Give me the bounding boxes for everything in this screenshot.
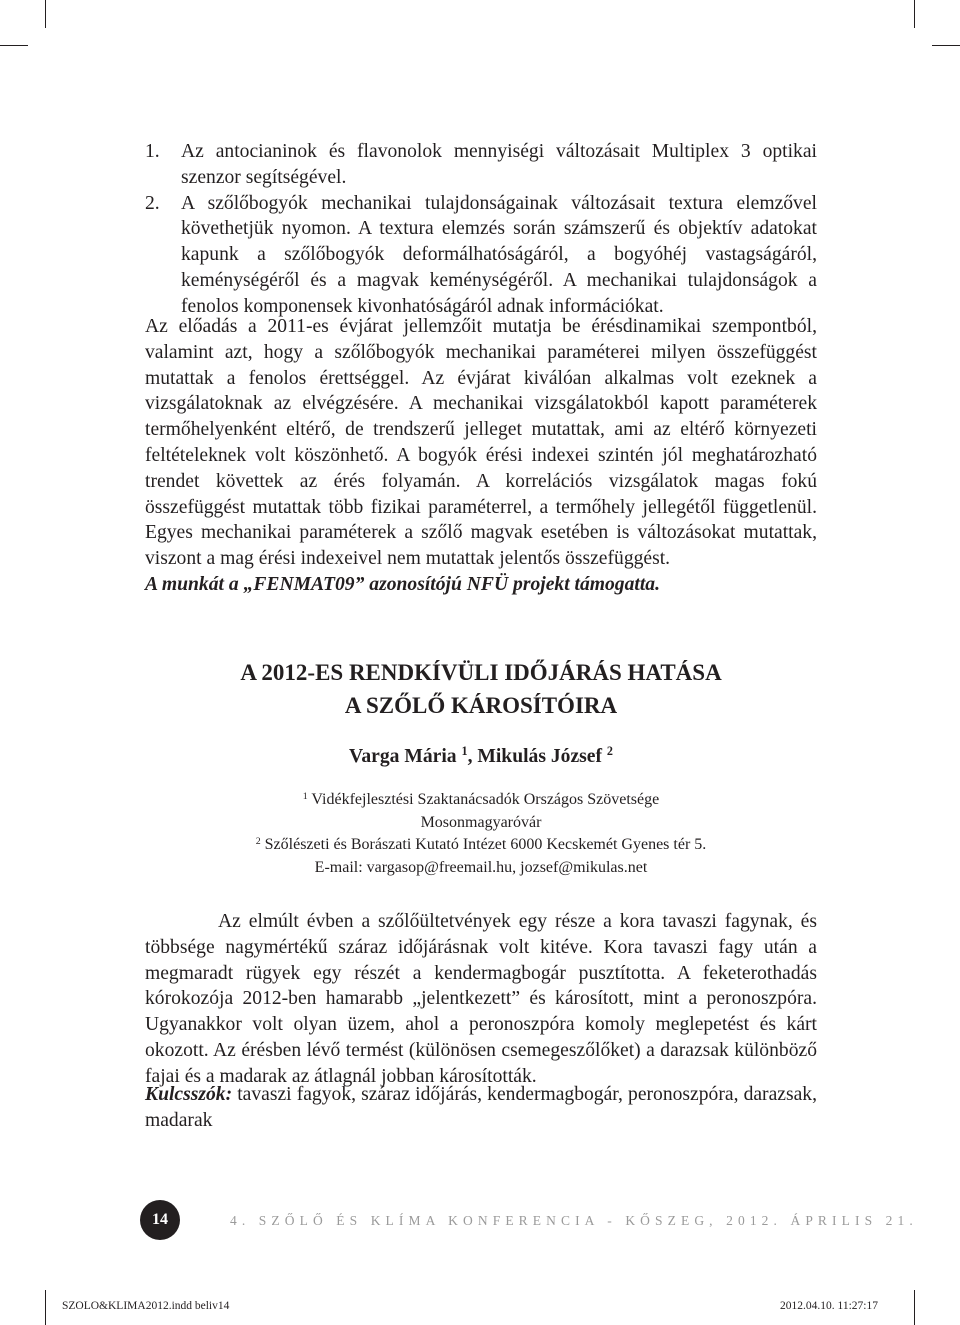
title-line-1: A 2012-ES RENDKÍVÜLI IDŐJÁRÁS HATÁSA — [240, 660, 722, 685]
email-line: E-mail: vargasop@freemail.hu, jozsef@mikulas.net — [314, 858, 648, 876]
keywords-label: Kulcsszók: — [145, 1084, 233, 1105]
support-note: A munkát a „FENMAT09” azonosítójú NFÜ projekt támogatta. — [145, 574, 660, 595]
affiliations — [145, 789, 817, 879]
abstract — [145, 909, 817, 1090]
list-item — [145, 139, 817, 191]
list-item — [145, 191, 817, 320]
crop-mark-top-right — [914, 0, 915, 28]
body-block — [145, 314, 817, 572]
affiliation-text: Vidékfejlesztési Szaktanácsadók Országos Szövetsége — [307, 791, 660, 808]
author-affiliation-marker: 2 — [606, 744, 613, 759]
crop-mark-top-right-h — [932, 45, 960, 46]
author-separator: , — [467, 746, 478, 767]
author-name: Varga Mária — [349, 746, 457, 767]
affiliation-marker: 2 — [255, 835, 261, 847]
affiliation-1 — [145, 789, 817, 812]
numbered-list — [145, 139, 817, 320]
keywords-line — [145, 1082, 817, 1134]
author-name: Mikulás József — [477, 746, 602, 767]
keywords-text: tavaszi fagyok, száraz időjárás, kendermagbogár, peronoszpóra, darazsak, madarak — [145, 1084, 817, 1131]
slug-datetime: 2012.04.10. 11:27:17 — [780, 1300, 878, 1312]
running-footer: 4. SZŐLŐ ÉS KLÍMA KONFERENCIA - KŐSZEG, 2012. ÁPRILIS 21. — [230, 1213, 918, 1228]
affiliation-1-city: Mosonmagyaróvár — [420, 813, 542, 831]
affiliation-marker: 1 — [302, 790, 308, 802]
slug-filename: SZOLO&KLIMA2012.indd beliv14 — [62, 1300, 230, 1312]
crop-mark-top-left — [45, 0, 46, 28]
author-affiliation-marker: 1 — [461, 744, 468, 759]
crop-mark-bottom-right — [914, 1290, 915, 1325]
page-number-badge: 14 — [140, 1200, 180, 1240]
authors — [145, 746, 817, 768]
abstract-text: Az elmúlt évben a szőlőültetvények egy része a kora tavaszi fagynak, és többsége nagymértékű száraz időjárásnak volt kitéve. Kora tavaszi fagy után a megmaradt rügyek egy részét a kendermagbogár pusztította. A feketerothadás kórokozója 2012-ben hamarabb „jelentkezett” és károsított, mint a peronoszpóra. Ugyanakkor volt olyan üzem, ahol a peronoszpóra komoly meglepetést és kárt okozott. Az érésben lévő termést (különösen csemegeszőlőket) a darazsak különböző fajai és a madarak az átlagnál jobban károsították. — [145, 911, 817, 1087]
crop-mark-bottom-left — [45, 1290, 46, 1325]
title-line-2: A SZŐLŐ KÁROSÍTÓIRA — [344, 693, 618, 718]
list-text: Az antocianinok és flavonolok mennyiségi változásait Multiplex 3 optikai szenzor segítségével. — [181, 141, 817, 188]
keywords — [145, 1082, 817, 1134]
affiliation-2 — [145, 834, 817, 857]
list-text: A szőlőbogyók mechanikai tulajdonságainak változásait textura elemzővel követhetjük nyomon. A textura elemzés során számszerű és objektív adatokat kapunk a szőlőbogyók deformálhatóságáról, a bogyóhéj vastagságáról, keménységéről és a magvak keménységéről. A mechanikai tulajdonságok a fenolos komponensek kivonhatóságáról adnak információkat. — [181, 192, 817, 317]
list-number: 2. — [145, 192, 160, 214]
body-paragraph: Az előadás a 2011-es évjárat jellemzőit mutatja be érésdinamikai szempontból, valamint azt, hogy a szőlőbogyók mechanikai paraméterei milyen összefüggést mutattak a fenolos érettséggel. Az évjárat kiválóan alkalmas volt ezeknek a vizsgálatoknak az elvégzésére. A mechanikai vizsgálatokból kapott paraméterek termőhelyenként eltérő, de trendszerű jelleget mutattak, ami az eltérő környezeti feltételeknek volt köszönhető. A bogyók érési indexei szintén jól meghatározható trendet követtek az érés folyamán. A korrelációs vizsgálatok magas fokú összefüggést mutattak több fizikai paraméterrel, a termőhely jellegétől függetlenül. Egyes mechanikai paraméterek a szőlő magvak esetében is változásokat mutattak, viszont a mag érési indexeivel nem mutattak jelentős összefüggést. — [145, 316, 817, 570]
article-title — [145, 656, 817, 722]
crop-mark-top-left-h — [0, 45, 28, 46]
affiliation-text: Szőlészeti és Borászati Kutató Intézet 6000 Kecskemét Gyenes tér 5. — [260, 836, 707, 853]
list-number: 1. — [145, 141, 160, 162]
